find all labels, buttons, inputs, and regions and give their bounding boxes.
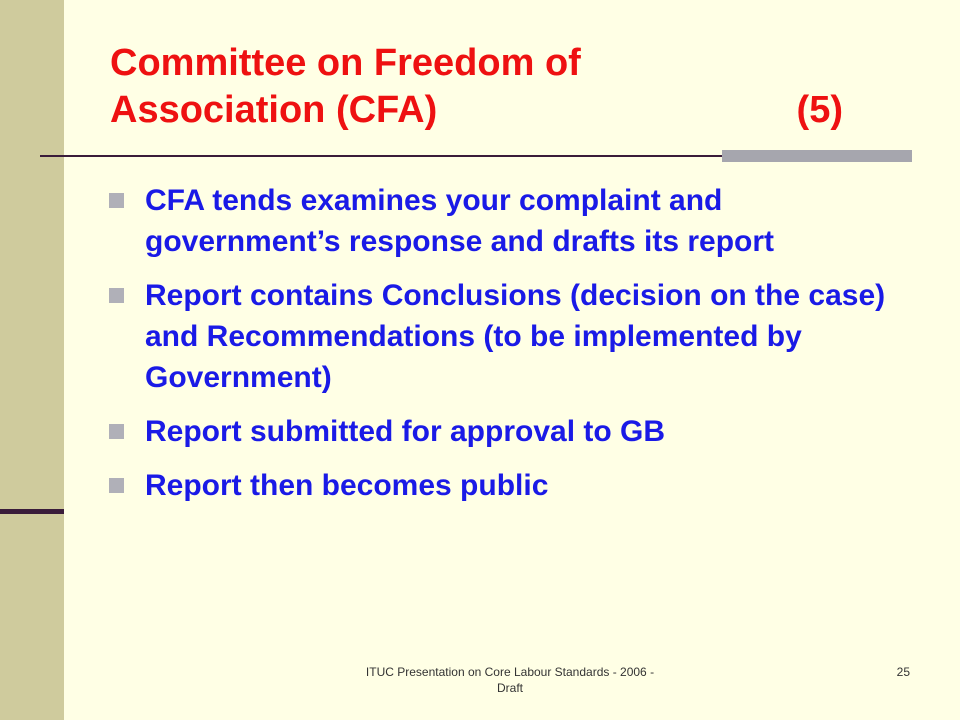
page-number: 25	[896, 665, 910, 679]
title-line-2-text: Association (CFA)	[110, 89, 438, 131]
title-line-1: Committee on Freedom of	[110, 42, 581, 84]
bullet-item	[108, 275, 908, 398]
title-divider-accent	[722, 150, 912, 162]
bullet-text: CFA tends examines your complaint and government’s response and drafts its report	[145, 184, 775, 258]
bullet-item	[108, 411, 908, 452]
bullet-list	[108, 180, 908, 519]
bullet-item	[108, 180, 908, 262]
left-accent-bar	[0, 509, 64, 514]
title-line-2	[110, 87, 843, 134]
left-decorative-band	[0, 0, 64, 720]
bullet-text: Report submitted for approval to GB	[145, 415, 666, 448]
square-bullet-icon	[109, 424, 124, 439]
square-bullet-icon	[109, 478, 124, 493]
square-bullet-icon	[109, 288, 124, 303]
title-number: (5)	[796, 89, 843, 131]
bullet-text: Report contains Conclusions (decision on the case) and Recommendations (to be implemented by Government)	[145, 279, 886, 394]
bullet-text: Report then becomes public	[145, 469, 549, 502]
square-bullet-icon	[109, 193, 124, 208]
slide-footer: ITUC Presentation on Core Labour Standards - 2006 - Draft	[365, 665, 655, 695]
slide-title	[110, 40, 850, 134]
bullet-item	[108, 465, 908, 506]
